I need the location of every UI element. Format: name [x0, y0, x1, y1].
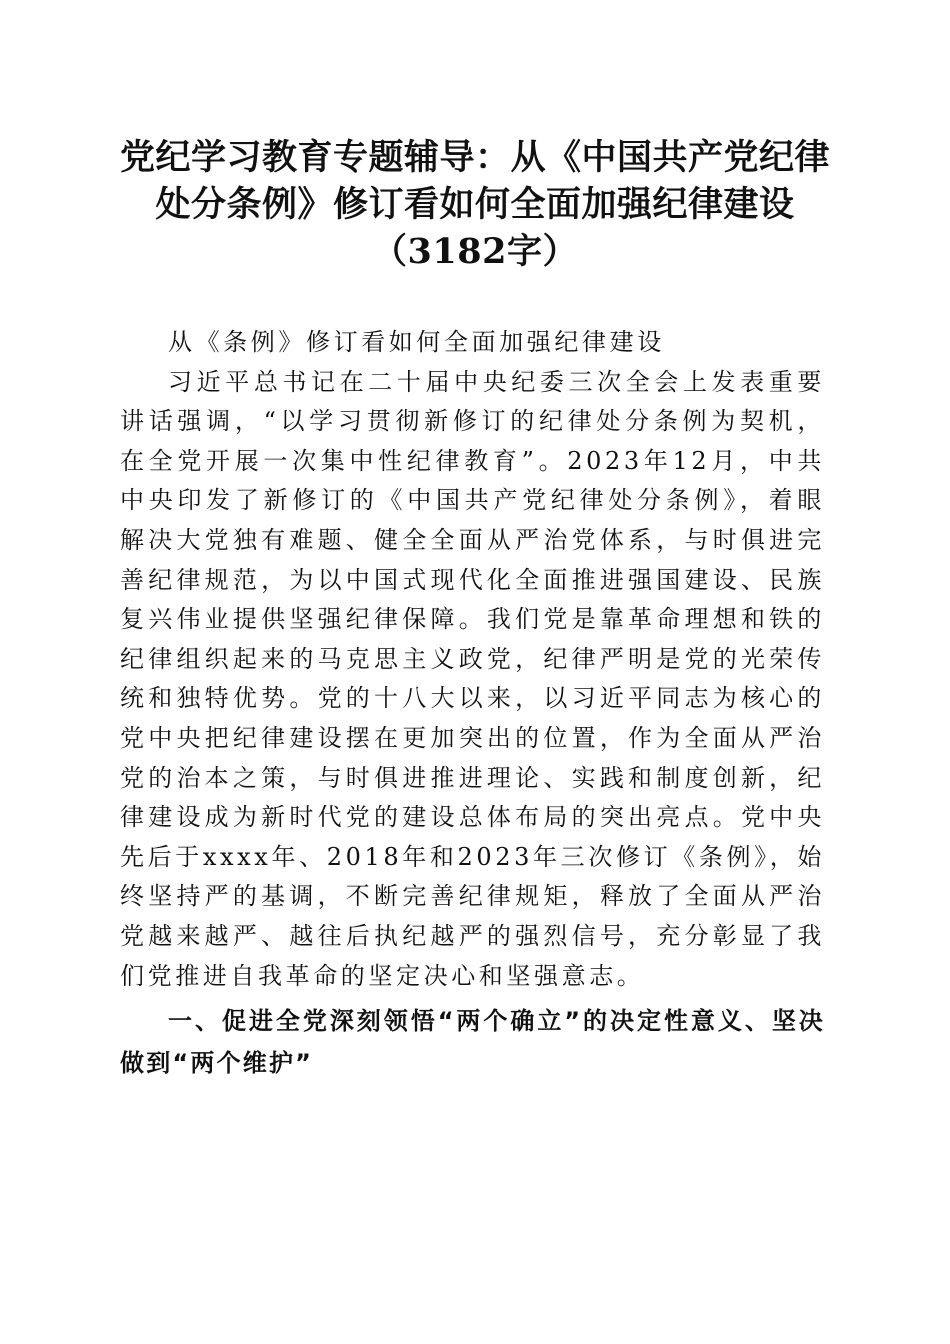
- body-paragraph: 习近平总书记在二十届中央纪委三次全会上发表重要讲话强调，“以学习贯彻新修订的纪律处分条例为契机，在全党开展一次集中性纪律教育”。2023年12月，中共中央印发了新修订的《中国共产党纪律处分条例》，着眼解决大党独有难题、健全全面从严治党体系，与时俱进完善纪律规范，为以中国式现代化全面推进强国建设、民族复兴伟业提供坚强纪律保障。我们党是靠革命理想和铁的纪律组织起来的马克思主义政党，纪律严明是党的光荣传统和独特优势。党的十八大以来，以习近平同志为核心的党中央把纪律建设摆在更加突出的位置，作为全面从严治党的治本之策，与时俱进推进理论、实践和制度创新，纪律建设成为新时代党的建设总体布局的突出亮点。党中央先后于xxxx年、2018年和2023年三次修订《条例》，始终坚持严的基调，不断完善纪律规矩，释放了全面从严治党越来越严、越往后执纪越严的强烈信号，充分彰显了我们党推进自我革命的坚定决心和坚强意志。: [120, 367, 825, 990]
- section-heading: 一、促进全党深刻领悟“两个确立”的决定性意义、坚决做到“两个维护”: [120, 1007, 825, 1078]
- subtitle-paragraph: 从《条例》修订看如何全面加强纪律建设: [168, 328, 665, 356]
- title-line-1: 党纪学习教育专题辅导：从《中国共产党纪律: [119, 137, 830, 178]
- document-body: [120, 323, 825, 1084]
- title-line-2: 处分条例》修订看如何全面加强纪律建设: [155, 184, 795, 225]
- title-line-3: （3182字）: [372, 231, 578, 272]
- document-title: [110, 134, 840, 275]
